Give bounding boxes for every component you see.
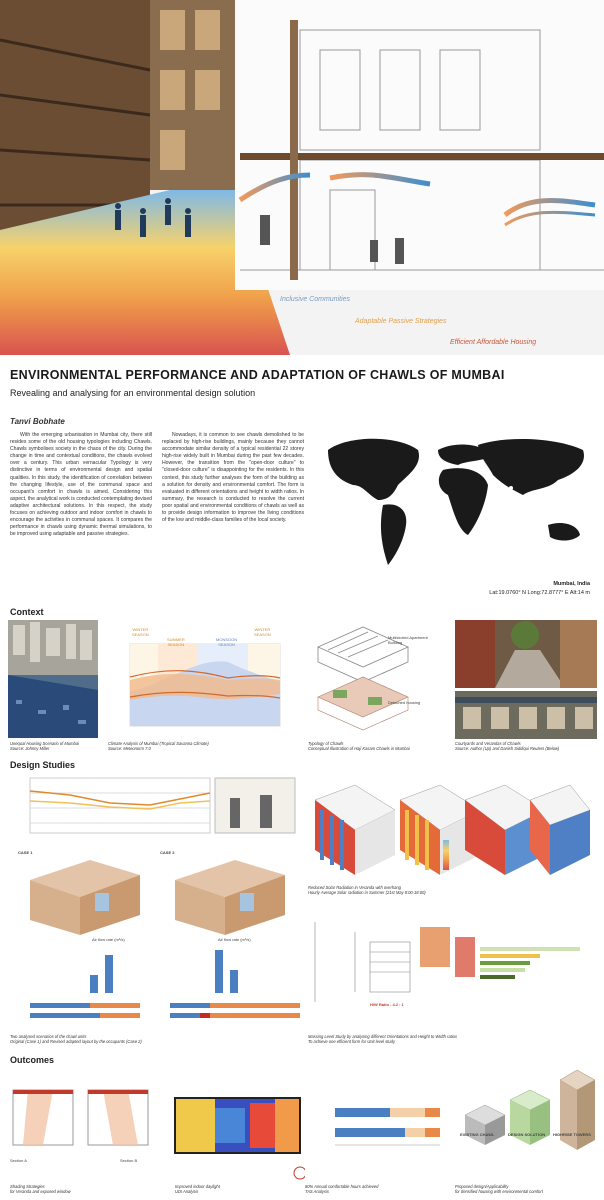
airflow-bars xyxy=(10,945,300,1025)
tower-label-design: DESIGN SOLUTION xyxy=(508,1132,546,1137)
typology-label-multistoried: Multistoried Apartment Building xyxy=(388,635,428,645)
outcomes-caption-2: Improved indoor daylight UDI Analysis xyxy=(175,1184,220,1195)
page-subtitle: Revealing and analysing for an environmental design solution xyxy=(10,388,256,398)
section-outcomes: Outcomes xyxy=(10,1055,55,1065)
author-name: Tanvi Bobhate xyxy=(10,417,65,426)
hero-label-passive: Adaptable Passive Strategies xyxy=(355,318,447,325)
courtyard-photo-top xyxy=(455,620,597,688)
section-context: Context xyxy=(10,607,44,617)
design-caption-solar: Reduced Solar Radiation in Veranda with overhang Hourly Average Solar radiation in Summer (21st May 8:00-18:00) xyxy=(308,885,426,896)
tower-label-existing: EXISTING CHAWL xyxy=(460,1132,495,1137)
outcomes-caption-3: 80% Annual comfortable hours achieved TAS Analysis xyxy=(305,1184,379,1195)
section-a-label: Section A xyxy=(10,1158,27,1163)
location-coordinates: Lat:19.0760° N Long:72.8777° E Alt:14 m xyxy=(489,590,590,596)
airflow-label-case1: Air flow rate (m³/s) xyxy=(92,937,125,942)
solar-radiation-models xyxy=(305,770,595,880)
context-aerial-photo xyxy=(8,620,98,738)
section-design-studies: Design Studies xyxy=(10,760,76,770)
massing-study xyxy=(305,912,595,1012)
context-caption-2: Climate Analysis of Mumbai (Tropical Savanna Climate) Source: Meteonorm 7.0 xyxy=(108,741,209,752)
season-label-3: MONSOON SEASON xyxy=(216,637,238,647)
world-map xyxy=(308,430,598,570)
climate-chart xyxy=(108,622,298,737)
abstract-paragraph-2: Nowadays, it is common to see chawls demolished to be replaced by high-rise buildings, mainly because they cannot accommodate similar density of a typical residential 22 storey high-rise widely built in Mumbai during the past few decades. However, the transition from the "open-door culture" to "closed-door culture" is disappointing for the residents. In this context, this study further analyses the form of the building as a solution for density and environmental comfort. The form is evaluated in different orientations and height to width ratios. In summary, the research is conducted to resolve the current poor spatial and environmental conditions of chawls as well as to provide design information to improve the living conditions of the low and middle-class families of the local society. xyxy=(162,432,304,524)
hero-illustration xyxy=(0,0,604,355)
season-label-2: SUMMER SEASON xyxy=(167,637,185,647)
page-title: ENVIRONMENTAL PERFORMANCE AND ADAPTATION OF CHAWLS OF MUMBAI xyxy=(10,368,505,382)
proposed-design-towers xyxy=(455,1065,600,1175)
context-caption-1: Unequal Housing Scenario of Mumbai Source: Johnny Miller xyxy=(10,741,79,752)
outcomes-caption-1: Shading Strategies for Veranda and exposed window xyxy=(10,1184,71,1195)
airflow-label-case2: Air flow rate (m³/s) xyxy=(218,937,251,942)
context-caption-4: Courtyards and Verandas of Chawls Source: Author (Up) and Danish Siddiqui Reuters (Below) xyxy=(455,741,560,752)
season-label-1: WINTER SEASON xyxy=(132,627,149,637)
context-caption-3: Typology of Chawls Conceptual Illustration of Haji Kasam Chawls in Mumbai xyxy=(308,741,410,752)
case-1-label: CASE 1 xyxy=(18,850,33,855)
hero-label-affordable: Efficient Affordable Housing xyxy=(450,339,537,346)
outcomes-caption-4: Proposed design/Applicability for densified housing with environmental comfort xyxy=(455,1184,543,1195)
section-b-label: Section B xyxy=(120,1158,138,1163)
tower-label-highrise: HIGHRISE TOWERS xyxy=(553,1132,591,1137)
courtyard-photo-bottom xyxy=(455,691,597,739)
season-label-4: WINTER SEASON xyxy=(254,627,271,637)
hero-label-communities: Inclusive Communities xyxy=(280,296,351,303)
case-2-label: CASE 2 xyxy=(160,850,175,855)
design-caption-massing: Massing Level Study by analysing different Orientations and Height to Width ratios To achieve one efficient form for Unit level study xyxy=(308,1034,458,1045)
shading-strategies-sections xyxy=(8,1075,158,1160)
daylight-udi-plan xyxy=(170,1093,305,1183)
case-2-model xyxy=(155,855,295,935)
case-1-model xyxy=(10,855,150,935)
typology-label-detached: Detached housing xyxy=(388,700,421,705)
location-city: Mumbai, India xyxy=(553,581,590,587)
design-caption-units: Two analysed scenarios of the chawl units Original (Case 1) and Revised adapted layout by the occupants (Case 2) xyxy=(10,1034,142,1045)
temperature-section-chart xyxy=(10,773,300,843)
abstract-paragraph-1: With the emerging urbanisation in Mumbai city, there still resides some of the old housing typologies including Chawls. Chawls symbolises society in the chaos of the city. During the change in time and contextual conditions, the chawls evolved over a century. This urban vernacular Typology is very distinctive in terms of environmental design and spatial qualities. In this study, the identification of correlation between the changing lifestyle, use of the communal space and occupant's comfort in chawls is aimed. Considering this aspect, the analytical work is conducted contemplating devised adaptive architectural solutions. In this respect, the study focuses on achieving outdoor and indoor comfort in chawls to encourage the activities in communal spaces. It compares the performance in chawls using dynamic thermal simulations, to be improved using adaptable and passive strategies. xyxy=(10,432,152,538)
hw-ratio-label: H/W Ratio - 4.2 : 1 xyxy=(370,1002,404,1007)
comfortable-hours-chart xyxy=(305,1100,445,1170)
